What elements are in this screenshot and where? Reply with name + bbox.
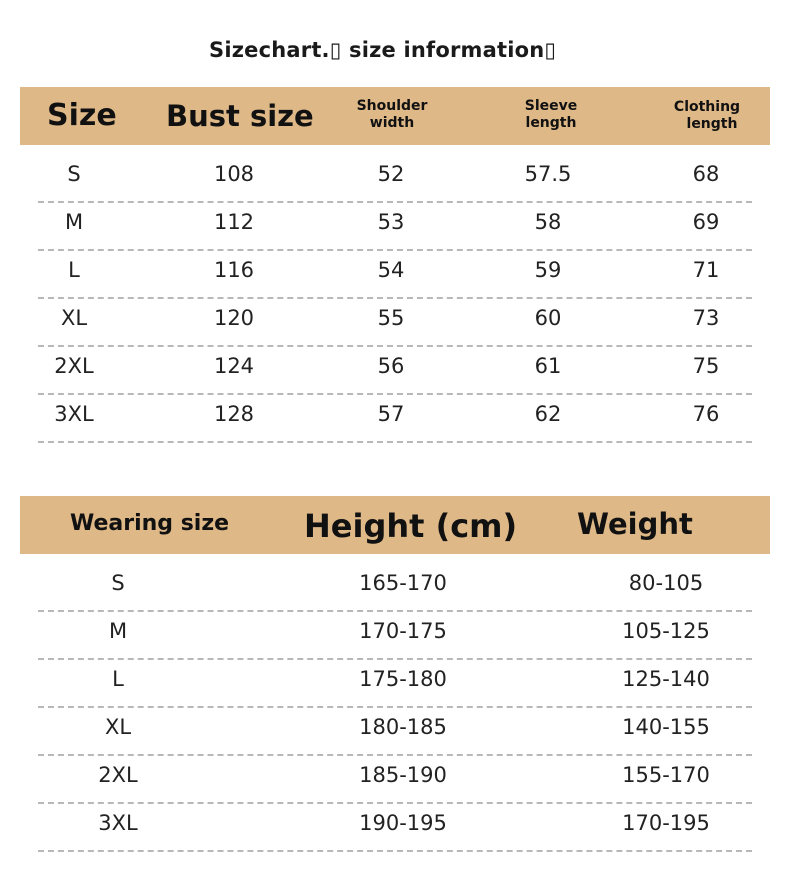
table-row [0,298,790,346]
table-row [0,394,790,442]
cell-height: 185-190 [359,763,447,787]
cell-shoulder: 53 [377,210,405,234]
cell-shoulder: 55 [377,306,405,330]
cell-weight: 170-195 [622,811,710,835]
table-row [0,611,790,659]
header-sleeve-line2: length [525,115,577,131]
header-shoulder-line1: Shoulder [356,98,428,114]
row-divider [38,850,752,852]
cell-size: L [68,258,80,282]
cell-weight: 125-140 [622,667,710,691]
cell-clothing: 73 [692,306,720,330]
cell-weight: 140-155 [622,715,710,739]
cell-sleeve: 59 [534,258,562,282]
cell-clothing: 71 [692,258,720,282]
cell-weight: 80-105 [628,571,704,595]
header-sleeve-line1: Sleeve [524,98,578,114]
cell-size: 2XL [54,354,94,378]
cell-size: 2XL [98,763,138,787]
table-row [0,202,790,250]
cell-height: 180-185 [359,715,447,739]
cell-sleeve: 60 [534,306,562,330]
table-row [0,803,790,851]
cell-size: 3XL [98,811,138,835]
cell-bust: 120 [213,306,255,330]
cell-sleeve: 58 [534,210,562,234]
page-title: Sizechart.▯ size information▯ [209,38,557,62]
cell-height: 190-195 [359,811,447,835]
header-bust-size: Bust size [166,99,314,133]
cell-height: 170-175 [359,619,447,643]
header-height: Height (cm) [304,507,518,545]
header-clothing-line2: length [686,116,738,132]
header-clothing-length [665,99,749,133]
cell-bust: 108 [213,162,255,186]
table-row [0,659,790,707]
cell-sleeve: 57.5 [524,162,572,186]
cell-shoulder: 57 [377,402,405,426]
cell-shoulder: 56 [377,354,405,378]
cell-weight: 105-125 [622,619,710,643]
cell-clothing: 69 [692,210,720,234]
cell-bust: 128 [213,402,255,426]
cell-shoulder: 54 [377,258,405,282]
cell-size: M [108,619,128,643]
table-row [0,154,790,202]
cell-bust: 116 [213,258,255,282]
cell-size: XL [60,306,88,330]
cell-size: 3XL [54,402,94,426]
header-weight: Weight [577,507,693,541]
cell-height: 175-180 [359,667,447,691]
cell-sleeve: 62 [534,402,562,426]
cell-clothing: 75 [692,354,720,378]
cell-bust: 124 [213,354,255,378]
table-row [0,755,790,803]
table-row [0,250,790,298]
size-table-header [20,87,770,145]
cell-clothing: 68 [692,162,720,186]
cell-clothing: 76 [692,402,720,426]
wearing-table-header [20,496,770,554]
cell-shoulder: 52 [377,162,405,186]
header-wearing-size: Wearing size [70,511,230,536]
table-row [0,707,790,755]
cell-size: L [112,667,124,691]
header-clothing-line1: Clothing [673,99,741,115]
cell-sleeve: 61 [534,354,562,378]
cell-bust: 112 [213,210,255,234]
cell-weight: 155-170 [622,763,710,787]
header-size: Size [47,98,117,133]
cell-size: S [67,162,81,186]
table-row [0,346,790,394]
cell-size: M [64,210,84,234]
row-divider [38,441,752,443]
table-row [0,563,790,611]
header-sleeve-length [511,98,591,132]
header-shoulder-width [352,98,432,132]
cell-size: XL [104,715,132,739]
header-shoulder-line2: width [369,115,415,131]
cell-size: S [111,571,125,595]
cell-height: 165-170 [359,571,447,595]
